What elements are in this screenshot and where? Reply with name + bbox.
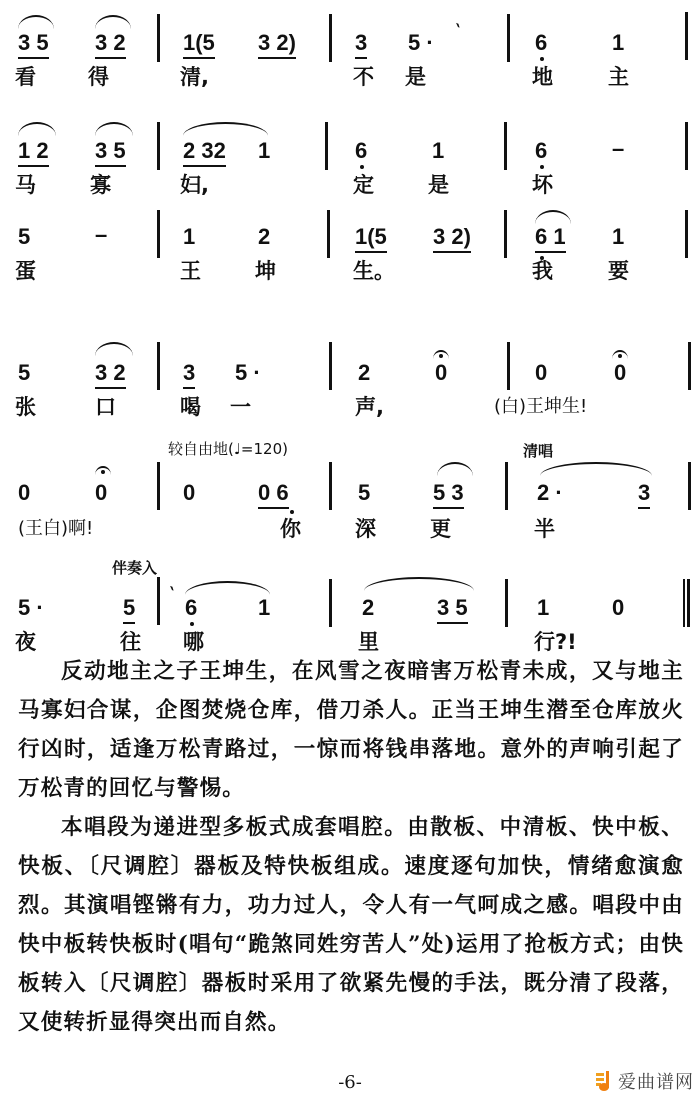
lyric: 地 [532, 65, 553, 89]
note [258, 32, 296, 54]
note [535, 226, 566, 248]
lyric: 看 [15, 65, 36, 89]
note [95, 140, 126, 162]
note-value: 5 [358, 480, 371, 505]
low-octave-dot [540, 57, 544, 61]
barline [329, 579, 332, 627]
spoken-line: (王白)啊! [18, 518, 94, 539]
lyric: 你 [280, 517, 301, 541]
barline [329, 14, 332, 62]
note-value: 1 [612, 224, 625, 249]
lyric: 往 [120, 630, 141, 654]
lyric: 坤 [255, 259, 276, 283]
note-value: 1(5 [183, 30, 215, 59]
note [258, 226, 270, 248]
barline [685, 122, 688, 170]
note [183, 140, 226, 162]
note [18, 226, 30, 248]
note [258, 140, 270, 162]
note-value: 1 2 [18, 138, 49, 167]
note [18, 140, 49, 162]
lyric: 主 [608, 65, 629, 89]
slur [95, 15, 131, 29]
lyric: 半 [534, 517, 555, 541]
slur [95, 122, 133, 136]
lyric: 我 [532, 259, 553, 283]
final-barline [683, 579, 690, 627]
lyric: 里 [358, 630, 379, 654]
note [235, 362, 261, 384]
note-value: 1 [612, 30, 625, 55]
slur [540, 462, 652, 476]
commentary-text [18, 652, 684, 1042]
low-octave-dot [540, 165, 544, 169]
qingchang-marking: 清唱 [523, 442, 554, 460]
note-value: 5 [123, 595, 135, 624]
note [408, 32, 434, 54]
note-value: 3 5 [437, 595, 468, 624]
note [612, 32, 624, 54]
note [535, 140, 547, 162]
barline [505, 462, 508, 510]
note [183, 32, 215, 54]
lyric: 更 [430, 517, 451, 541]
note [537, 482, 563, 504]
slur [535, 210, 571, 224]
note-value: 1(5 [355, 224, 387, 253]
note [437, 597, 468, 619]
note-value: 5 · [235, 360, 261, 385]
score-system-6 [0, 545, 700, 654]
lyric: 夜 [15, 630, 36, 654]
barline [688, 462, 691, 510]
lyric: 生。 [353, 259, 395, 283]
note [362, 597, 374, 619]
barline [688, 342, 691, 390]
note [183, 226, 195, 248]
note-value: – [95, 222, 108, 247]
note-value: – [612, 136, 625, 161]
note-value: 3 [638, 480, 650, 509]
note-value: 0 [18, 480, 31, 505]
note-value: 3 [183, 360, 195, 389]
fermata-icon [612, 350, 628, 359]
note-value: 0 [435, 360, 448, 385]
music-note-icon [596, 1071, 614, 1091]
watermark-text: 爱曲谱网 [618, 1072, 694, 1093]
note [612, 138, 624, 160]
slur [437, 462, 473, 476]
barline [327, 210, 330, 258]
fermata-icon [95, 466, 111, 475]
slur [18, 122, 56, 136]
lyric: 是 [428, 173, 449, 197]
note [433, 482, 464, 504]
tempo-marking: 较自由地(♩=120) [168, 440, 288, 458]
note [18, 32, 49, 54]
lyric: 行?! [534, 630, 577, 654]
page-number: -6- [338, 1072, 362, 1093]
lyric: 口 [95, 395, 116, 419]
barline [157, 462, 160, 510]
note [612, 597, 624, 619]
note-value: 6 [535, 138, 548, 163]
score-system-5 [0, 430, 700, 541]
lyric: 是 [405, 65, 426, 89]
barline [157, 122, 160, 170]
score-system-3 [0, 210, 700, 310]
note [95, 362, 126, 384]
note-value: 0 [183, 480, 196, 505]
note-value: 6 [185, 595, 198, 620]
note [95, 482, 107, 504]
note-value: 5 3 [433, 480, 464, 509]
score-system-1 [0, 0, 700, 100]
note [432, 140, 444, 162]
note [537, 597, 549, 619]
note [358, 362, 370, 384]
entry-arrow: ` [162, 584, 179, 607]
note [535, 362, 547, 384]
lyric: 定 [353, 173, 374, 197]
barline [157, 577, 160, 625]
note-value: 6 [355, 138, 368, 163]
note [355, 226, 387, 248]
lyric: 清, [180, 65, 209, 89]
score-system-4 [0, 320, 700, 420]
barline [504, 122, 507, 170]
breath-mark: ` [448, 21, 465, 44]
barline [504, 210, 507, 258]
note-value: 3 2 [95, 360, 126, 389]
barline [505, 579, 508, 627]
lyric: 寡 [90, 173, 111, 197]
note [183, 362, 195, 384]
note-value: 1 [183, 224, 196, 249]
note [358, 482, 370, 504]
slur [18, 15, 54, 29]
note-value: 3 5 [18, 30, 49, 59]
lyric: 不 [353, 65, 374, 89]
lyric: 要 [608, 259, 629, 283]
note-value: 0 [95, 480, 108, 505]
note-value: 3 2) [258, 30, 296, 59]
note-value: 5 · [408, 30, 434, 55]
lyric: 喝 [180, 395, 201, 419]
lyric: 声, [355, 395, 384, 419]
lyric: 王 [180, 259, 201, 283]
spoken-line: (白)王坤生! [494, 396, 588, 417]
watermark [596, 1068, 694, 1094]
note [638, 482, 650, 504]
barline [507, 342, 510, 390]
note [95, 224, 107, 246]
barline [685, 12, 688, 60]
note-value: 2 [358, 360, 371, 385]
fermata-icon [433, 350, 449, 359]
note [18, 597, 44, 619]
note [18, 482, 30, 504]
slur [95, 342, 133, 356]
barline [157, 14, 160, 62]
note-value: 1 [258, 138, 271, 163]
score-system-2 [0, 108, 700, 208]
barline [685, 210, 688, 258]
note [355, 32, 367, 54]
paragraph: 反动地主之子王坤生，在风雪之夜暗害万松青未成，又与地主马寡妇合谋，企图焚烧仓库，借刀杀人。正当王坤生潜至仓库放火行凶时，适逢万松青路过，一惊而将钱串落地。意外的声响引起了万松青的回忆与警惕。 [18, 659, 684, 801]
lyric: 哪 [183, 630, 204, 654]
paragraph: 本唱段为递进型多板式成套唱腔。由散板、中清板、快中板、快板、〔尺调腔〕器板及特快板组成。速度逐句加快，情绪愈演愈烈。其演唱铿锵有力，功力过人，令人有一气呵成之感。唱段中由快中板转快板时(唱句“跪煞同姓穷苦人”处)运用了抢板方式；由快板转入〔尺调腔〕器板时采用了欲紧先慢的手法，既分清了段落，又使转折显得突出而自然。 [18, 815, 684, 1035]
lyric: 蛋 [15, 259, 36, 283]
low-octave-dot [190, 622, 194, 626]
note [612, 226, 624, 248]
lyric: 深 [355, 517, 376, 541]
note-value: 1 [432, 138, 445, 163]
barline [157, 210, 160, 258]
barline [329, 342, 332, 390]
note-value: 5 · [18, 595, 44, 620]
note-value: 0 [535, 360, 548, 385]
barline [157, 342, 160, 390]
slur [185, 581, 270, 595]
low-octave-dot [360, 165, 364, 169]
note [535, 32, 547, 54]
slur [183, 122, 268, 136]
note-value: 0 [614, 360, 627, 385]
note-value: 0 6 [258, 480, 289, 509]
note-value: 2 32 [183, 138, 226, 167]
note-value: 0 [612, 595, 625, 620]
note-value: 5 [18, 360, 31, 385]
note [258, 482, 289, 504]
low-octave-dot [290, 510, 294, 514]
note [183, 482, 195, 504]
barline [329, 462, 332, 510]
note [435, 362, 447, 384]
lyric: 张 [15, 395, 36, 419]
note [258, 597, 270, 619]
note [355, 140, 367, 162]
note-value: 2 [258, 224, 271, 249]
note [433, 226, 471, 248]
lyric: 马 [15, 173, 36, 197]
note-value: 1 [258, 595, 271, 620]
note-value: 6 [535, 30, 548, 55]
note-value: 3 5 [95, 138, 126, 167]
barline [325, 122, 328, 170]
note-value: 3 2 [95, 30, 126, 59]
lyric: 一 [230, 395, 251, 419]
barline [507, 14, 510, 62]
lyric: 坏 [532, 173, 553, 197]
note-value: 2 [362, 595, 375, 620]
note [123, 597, 135, 619]
note-value: 3 [355, 30, 367, 59]
note [95, 32, 126, 54]
note-value: 3 2) [433, 224, 471, 253]
note [185, 597, 197, 619]
note [18, 362, 30, 384]
lyric: 妇, [180, 173, 209, 197]
accompaniment-marking: 伴奏入 [112, 559, 158, 577]
note-value: 5 [18, 224, 31, 249]
slur [364, 577, 474, 591]
note-value: 2 · [537, 480, 563, 505]
note [614, 362, 626, 384]
lyric: 得 [88, 65, 109, 89]
note-value: 6 1 [535, 224, 566, 253]
note-value: 1 [537, 595, 550, 620]
